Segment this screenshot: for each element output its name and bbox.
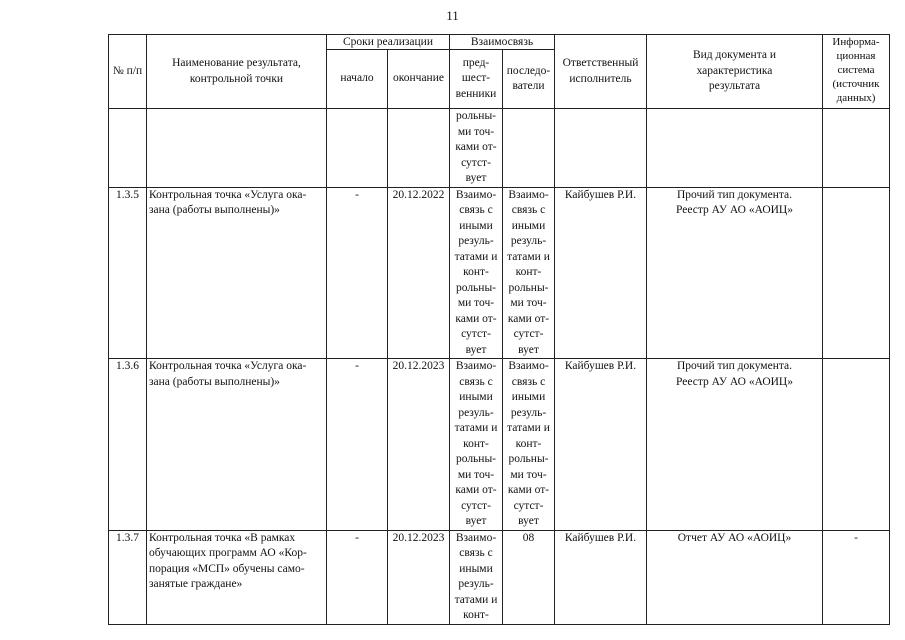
cell-end: 20.12.2022 (388, 187, 450, 359)
cell-info-system (823, 109, 890, 188)
cell-predecessors: Взаимо- связь с иными резуль- татами и конт- рольны- ми точ- ками от- сутст- вует (450, 187, 503, 359)
cell-responsible: Кайбушев Р.И. (555, 530, 647, 624)
cell-info-system: - (823, 530, 890, 624)
table-row (109, 359, 890, 531)
table-row (109, 187, 890, 359)
table-row (109, 530, 890, 624)
header-num: № п/п (109, 35, 147, 109)
cell-num: 1.3.7 (109, 530, 147, 624)
cell-start: - (327, 359, 388, 531)
header-doc-type: Вид документа и характеристика результата (647, 35, 823, 109)
cell-responsible: Кайбушев Р.И. (555, 359, 647, 531)
cell-successors: Взаимо- связь с иными резуль- татами и конт- рольны- ми точ- ками от- сутст- вует (503, 187, 555, 359)
cell-end (388, 109, 450, 188)
cell-info-system (823, 359, 890, 531)
header-relation: Взаимосвязь (450, 35, 555, 50)
header-successors: последо- ватели (503, 50, 555, 109)
cell-predecessors: Взаимо- связь с иными резуль- татами и конт- рольны- ми точ- ками от- сутст- вует (450, 359, 503, 531)
cell-start (327, 109, 388, 188)
page-number: 11 (446, 8, 459, 23)
cell-name: Контрольная точка «В рамках обучающих программ АО «Кор- порация «МСП» обучены само- занятые граждане» (147, 530, 327, 624)
table-row (109, 109, 890, 188)
header-start: начало (327, 50, 388, 109)
header-predecessors: пред- шест- венники (450, 50, 503, 109)
cell-name: Контрольная точка «Услуга ока- зана (работы выполнены)» (147, 359, 327, 531)
cell-num: 1.3.5 (109, 187, 147, 359)
cell-start: - (327, 530, 388, 624)
cell-successors: 08 (503, 530, 555, 624)
cell-end: 20.12.2023 (388, 359, 450, 531)
cell-info-system (823, 187, 890, 359)
header-end: окончание (388, 50, 450, 109)
cell-doc-type: Прочий тип документа. Реестр АУ АО «АОИЦ» (647, 187, 823, 359)
header-deadlines: Сроки реализации (327, 35, 450, 50)
cell-end: 20.12.2023 (388, 530, 450, 624)
cell-start: - (327, 187, 388, 359)
header-responsible: Ответственный исполнитель (555, 35, 647, 109)
cell-doc-type (647, 109, 823, 188)
cell-predecessors: рольны- ми точ- ками от- сутст- вует (450, 109, 503, 188)
cell-responsible (555, 109, 647, 188)
header-name: Наименование результата, контрольной точки (147, 35, 327, 109)
cell-successors: Взаимо- связь с иными резуль- татами и конт- рольны- ми точ- ками от- сутст- вует (503, 359, 555, 531)
cell-responsible: Кайбушев Р.И. (555, 187, 647, 359)
cell-doc-type: Прочий тип документа. Реестр АУ АО «АОИЦ» (647, 359, 823, 531)
cell-successors (503, 109, 555, 188)
results-table (108, 34, 890, 625)
cell-name: Контрольная точка «Услуга ока- зана (работы выполнены)» (147, 187, 327, 359)
cell-name (147, 109, 327, 188)
cell-doc-type: Отчет АУ АО «АОИЦ» (647, 530, 823, 624)
cell-num: 1.3.6 (109, 359, 147, 531)
cell-predecessors: Взаимо- связь с иными резуль- татами и конт- (450, 530, 503, 624)
cell-num (109, 109, 147, 188)
header-info-system: Информа- ционная система (источник данных) (823, 35, 890, 109)
